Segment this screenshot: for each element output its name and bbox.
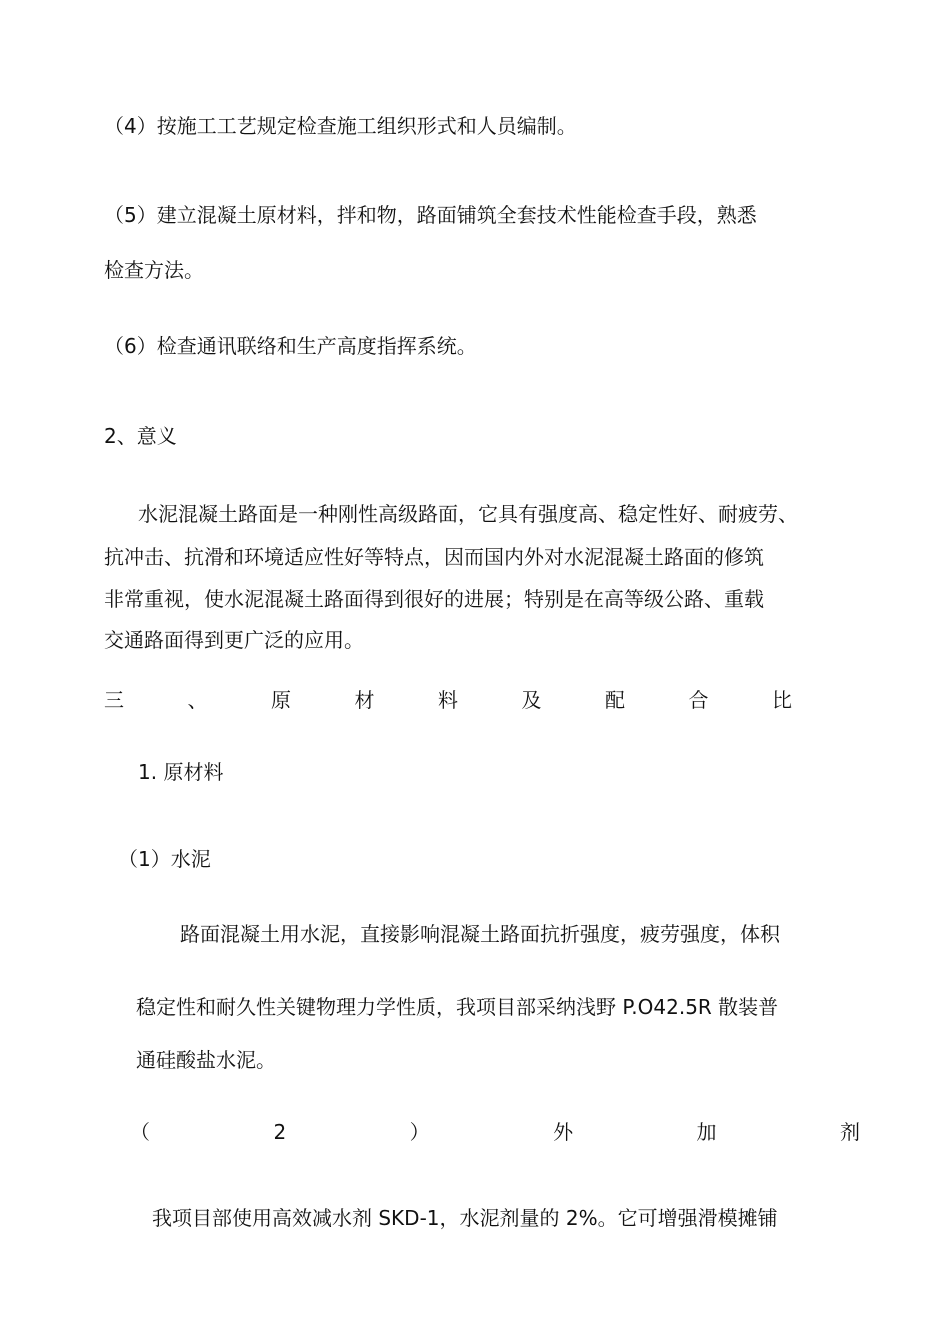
admixture-heading — [130, 1119, 860, 1145]
section-3-heading-char: 配 — [605, 688, 625, 712]
section-3-heading — [104, 687, 792, 713]
admixture-heading-char: 剂 — [840, 1120, 860, 1144]
item-5-line-1: （5）建立混凝土原材料，拌和物，路面铺筑全套技术性能检查手段，熟悉 — [104, 203, 757, 227]
section-3-heading-char: 及 — [521, 688, 542, 712]
cement-line-2: 稳定性和耐久性关键物理力学性质，我项目部采纳浅野 P.O42.5R 散装普 — [136, 995, 779, 1019]
admixture-heading-char: 外 — [553, 1120, 574, 1144]
section-3-heading-char: 料 — [438, 688, 458, 712]
section-2-para-line-4: 交通路面得到更广泛的应用。 — [104, 628, 364, 652]
section-2-para-line-3: 非常重视，使水泥混凝土路面得到很好的进展；特别是在高等级公路、重载 — [104, 587, 764, 611]
subsection-1-heading: 1. 原材料 — [138, 760, 224, 784]
cement-heading: （1）水泥 — [118, 847, 211, 871]
section-2-para-line-1: 水泥混凝土路面是一种刚性高级路面，它具有强度高、稳定性好、耐疲劳、 — [138, 502, 798, 526]
item-6: （6）检查通讯联络和生产高度指挥系统。 — [104, 334, 477, 358]
item-4: （4）按施工工艺规定检查施工组织形式和人员编制。 — [104, 114, 577, 138]
section-3-heading-char: 材 — [354, 688, 375, 712]
section-3-heading-char: 原 — [271, 688, 291, 712]
section-3-heading-char: 三 — [104, 688, 124, 712]
section-2-para-line-2: 抗冲击、抗滑和环境适应性好等特点，因而国内外对水泥混凝土路面的修筑 — [104, 545, 764, 569]
admixture-line-1: 我项目部使用高效减水剂 SKD-1，水泥剂量的 2%。它可增强滑模摊铺 — [152, 1206, 778, 1230]
admixture-heading-char: （ — [130, 1120, 150, 1144]
cement-line-3: 通硅酸盐水泥。 — [136, 1048, 276, 1072]
admixture-heading-char: 加 — [696, 1120, 717, 1144]
section-2-heading: 2、意义 — [104, 424, 177, 448]
admixture-heading-char: 2 — [273, 1120, 287, 1144]
admixture-heading-char: ） — [409, 1120, 430, 1144]
cement-line-1: 路面混凝土用水泥，直接影响混凝土路面抗折强度，疲劳强度，体积 — [180, 922, 780, 946]
section-3-heading-char: 、 — [187, 688, 208, 712]
item-5-line-2: 检查方法。 — [104, 258, 204, 282]
section-3-heading-char: 合 — [688, 688, 709, 712]
section-3-heading-char: 比 — [772, 688, 792, 712]
